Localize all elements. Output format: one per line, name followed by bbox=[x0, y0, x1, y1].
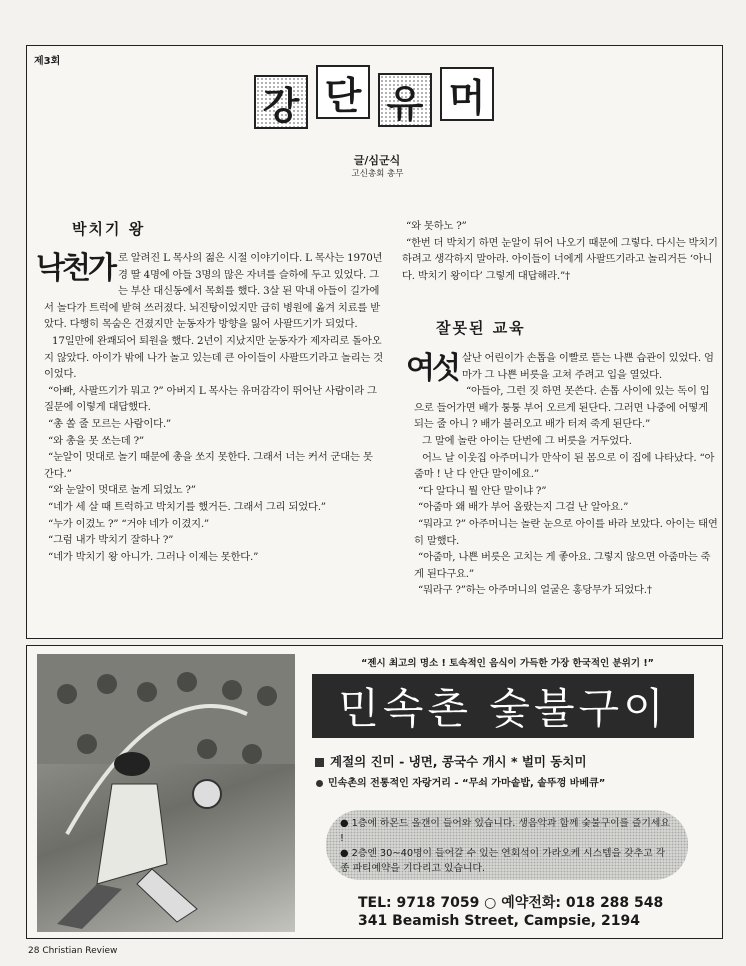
dot-bullet-icon bbox=[316, 780, 323, 787]
story2-paragraph: 어느 날 이웃집 아주머니가 만삭이 된 몸으로 이 집에 나타났다. “아줌마 ! 난 다 안단 말이에요.” bbox=[414, 451, 715, 481]
story1-paragraph: “와 못하노 ?” bbox=[406, 220, 467, 232]
story2-paragraph: “뭐라구 ?”하는 아주머니의 얼굴은 홍당무가 되었다.† bbox=[418, 584, 652, 597]
title-char: 머 bbox=[440, 67, 494, 121]
story2-paragraph: “뭐라고 ?” 아주머니는 놀란 눈으로 아이를 바라 보았다. 아이는 태연히 말했다. bbox=[414, 517, 718, 547]
story2-paragraph: “다 알다니 뭘 안단 말이냐 ?” bbox=[418, 484, 547, 497]
dancer-photo bbox=[37, 654, 295, 932]
page-footer: 28 Christian Review bbox=[28, 946, 118, 956]
title-char: 유 bbox=[378, 73, 432, 127]
ad-tradition-line bbox=[316, 774, 605, 789]
notice-item: ● 1층에 하몬드 올갠이 들어와 있습니다. 생음악과 함께 숯불구이를 즐기세요 ! bbox=[340, 818, 670, 844]
story1-paragraph: “그럼 내가 박치기 잘하나 ?” bbox=[48, 534, 174, 547]
story1-paragraph: 로 알려진 L 목사의 젊은 시절 이야기이다. L 목사는 1970년경 딸 4명에 아들 3명의 많은 자녀를 슬하에 두고 있었다. 그는 부산 대신동에서 목회를 했다. 3살 된 막내 아들이 길가에서 놀다가 트럭에 받혀 쓰러졌다. 뇌진탕이었지만 급히 병원에 옮겨 치료를 받았다. 다행히 목숨은 건졌지만 눈동자가 방향을 잃어 사팔뜨기가 되었다. bbox=[44, 252, 383, 331]
author-byline: 글/심군식 bbox=[353, 154, 401, 167]
author-role: 고신총회 총무 bbox=[351, 169, 404, 179]
story1-paragraph: “와 총을 못 쏘는데 ?” bbox=[48, 434, 144, 447]
ad-slogan: “젠시 최고의 명소 ! 토속적인 음식이 가득한 가장 한국적인 분위기 !” bbox=[361, 658, 654, 669]
story1-paragraph: “누가 이겼노 ?” “거야 네가 이겼지.” bbox=[48, 517, 209, 530]
story2-paragraph: “아줌마, 나쁜 버릇은 고치는 게 좋아요. 그렇지 않으면 아줌마는 죽게 된다구요.” bbox=[414, 551, 711, 580]
story2-paragraph: “아들아, 그런 짓 하면 못쓴다. 손톱 사이에 있는 독이 입으로 들어가면 배가 퉁퉁 부어 오르게 된단다. 그러면 나중에 어떻게 되는 줄 아니 ? 배가 불러오고 배가 터져 죽게 된단다.” bbox=[414, 385, 710, 431]
story2-paragraph: “아줌마 왜 배가 부어 올랐는지 그걸 난 알아요.” bbox=[418, 501, 629, 514]
story2-paragraph: 살난 어린이가 손톱을 이빨로 뜯는 나쁜 습관이 있었다. 엄마가 그 나쁜 버릇을 고쳐 주려고 입을 열었다. bbox=[461, 352, 714, 381]
story2-paragraph: 그 말에 놀란 아이는 단번에 그 버릇을 거두었다. bbox=[422, 434, 632, 447]
story1-paragraph: “네가 박치기 왕 아니가. 그러나 이제는 못한다.” bbox=[48, 550, 259, 563]
story1-column bbox=[36, 250, 384, 565]
restaurant-name: 민속촌 숯불구이 bbox=[312, 674, 694, 738]
story1-dropcap: 낙천가 bbox=[36, 251, 114, 286]
story1-column-continued bbox=[402, 218, 720, 284]
story2-dropcap: 여섯 bbox=[406, 351, 458, 386]
ad-tradition-text: 민속촌의 전통적인 자랑거리 - “무쇠 가마솥밥, 솥뚜껑 바베큐” bbox=[328, 778, 606, 789]
ad-feature-line bbox=[315, 752, 587, 770]
story1-paragraph: “눈알이 멋대로 놀기 때문에 총을 쏘지 못한다. 그래서 너는 커서 군대는 못 간다.” bbox=[44, 451, 373, 480]
story1-heading: 박치기 왕 bbox=[72, 220, 146, 238]
ad-address: 341 Beamish Street, Campsie, 2194 bbox=[358, 913, 640, 929]
title-char: 강 bbox=[254, 75, 308, 129]
episode-label: 제3회 bbox=[34, 56, 61, 67]
story1-paragraph: “네가 세 살 때 트럭하고 박치기를 했거든. 그래서 그리 되었다.” bbox=[48, 500, 326, 513]
story1-paragraph: “아빠, 사팔뜨기가 뭐고 ?” 아버지 L 목사는 유머감각이 뛰어난 사람이라 그 질문에 이렇게 대답했다. bbox=[44, 384, 377, 414]
notice-item: ● 2층엔 30~40명이 들어갈 수 있는 연회석이 가라오케 시스템을 갖추고 각종 파티예약을 기다리고 있습니다. bbox=[340, 848, 666, 874]
title-char: 단 bbox=[316, 65, 370, 119]
story1-paragraph: “와 눈알이 멋대로 놀게 되었노 ?” bbox=[48, 484, 196, 497]
ad-feature-text: 계절의 진미 - 냉면, 콩국수 개시 * 벌미 동치미 bbox=[330, 754, 587, 769]
story1-paragraph: 17일만에 완쾌되어 퇴원을 했다. 2년이 지났지만 눈동자가 제자리로 돌아오지 않았다. 아이가 밖에 나가 놀고 있는데 큰 아이들이 사팔뜨기라고 놀리는 것이었다. bbox=[44, 334, 384, 381]
ad-phone: TEL: 9718 7059 ○ 예약전화: 018 288 548 bbox=[358, 895, 664, 911]
ad-notice-box bbox=[326, 810, 688, 880]
story2-column bbox=[406, 350, 718, 599]
square-bullet-icon bbox=[315, 758, 324, 767]
story1-paragraph: “총 쏠 줄 모르는 사람이다.” bbox=[48, 417, 171, 430]
story1-paragraph: “한번 더 박치기 하면 눈알이 뒤어 나오기 때문에 그렇다. 다시는 박치기하려고 생각하지 말아라. 아이들이 너에게 사팔뜨기라고 놀리거든 ‘아니다. 박치기 왕이다’ 그렇게 대답해라.”† bbox=[402, 236, 718, 282]
story2-heading: 잘못된 교육 bbox=[436, 319, 526, 337]
column-title bbox=[254, 65, 494, 129]
